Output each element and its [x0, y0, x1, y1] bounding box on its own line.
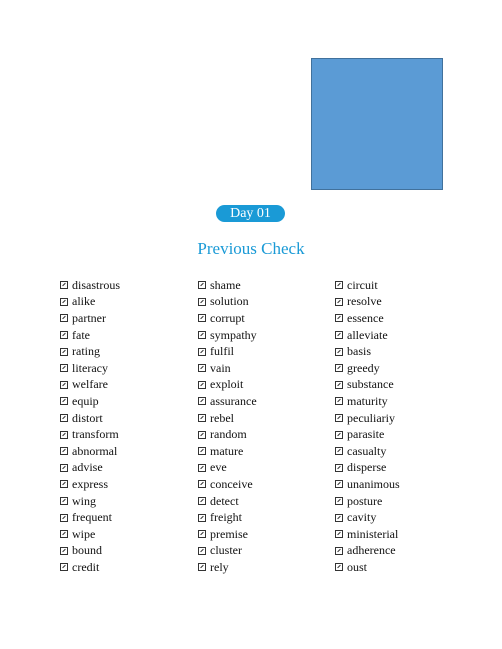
word-item	[198, 277, 257, 294]
word-label: substance	[347, 377, 394, 392]
word-item	[60, 443, 120, 460]
word-item	[335, 443, 400, 460]
image-placeholder	[311, 58, 443, 190]
section-title: Previous Check	[197, 239, 305, 258]
word-column-1	[60, 277, 120, 576]
word-item	[198, 410, 257, 427]
checkbox-icon[interactable]	[60, 464, 68, 472]
checkbox-icon[interactable]	[60, 530, 68, 538]
checkbox-icon[interactable]	[335, 348, 343, 356]
word-item	[335, 460, 400, 477]
word-item	[198, 559, 257, 576]
word-label: basis	[347, 344, 371, 359]
checkbox-icon[interactable]	[198, 298, 206, 306]
word-item	[335, 377, 400, 394]
checkbox-icon[interactable]	[198, 314, 206, 322]
word-label: solution	[210, 294, 249, 309]
word-label: essence	[347, 310, 384, 325]
word-item	[335, 559, 400, 576]
checkbox-icon[interactable]	[60, 563, 68, 571]
word-label: unanimous	[347, 476, 400, 491]
checkbox-icon[interactable]	[198, 497, 206, 505]
word-label: wing	[72, 493, 96, 508]
checkbox-icon[interactable]	[60, 364, 68, 372]
word-item	[198, 377, 257, 394]
word-item	[335, 393, 400, 410]
word-item	[198, 310, 257, 327]
checkbox-icon[interactable]	[60, 414, 68, 422]
word-item	[60, 294, 120, 311]
checkbox-icon[interactable]	[60, 381, 68, 389]
word-item	[60, 310, 120, 327]
word-label: ministerial	[347, 526, 399, 541]
word-label: corrupt	[210, 310, 245, 325]
checkbox-icon[interactable]	[60, 480, 68, 488]
word-item	[198, 327, 257, 344]
word-label: assurance	[210, 393, 257, 408]
day-badge: Day 01	[216, 205, 285, 222]
word-label: disastrous	[72, 277, 120, 292]
checkbox-icon[interactable]	[60, 447, 68, 455]
word-label: peculiariy	[347, 410, 395, 425]
word-item	[335, 526, 400, 543]
word-label: maturity	[347, 393, 388, 408]
word-item	[60, 476, 120, 493]
word-item	[198, 426, 257, 443]
word-item	[335, 509, 400, 526]
word-label: circuit	[347, 277, 378, 292]
word-item	[60, 460, 120, 477]
checkbox-icon[interactable]	[198, 331, 206, 339]
checkbox-icon[interactable]	[198, 364, 206, 372]
checkbox-icon[interactable]	[60, 348, 68, 356]
word-label: cluster	[210, 543, 242, 558]
checkbox-icon[interactable]	[198, 381, 206, 389]
checkbox-icon[interactable]	[335, 364, 343, 372]
checkbox-icon[interactable]	[335, 547, 343, 555]
checkbox-icon[interactable]	[335, 397, 343, 405]
checkbox-icon[interactable]	[60, 547, 68, 555]
word-label: vain	[210, 360, 231, 375]
word-label: casualty	[347, 443, 387, 458]
word-label: transform	[72, 427, 119, 442]
checkbox-icon[interactable]	[335, 563, 343, 571]
word-item	[198, 509, 257, 526]
checkbox-icon[interactable]	[198, 514, 206, 522]
word-item	[60, 343, 120, 360]
word-label: disperse	[347, 460, 387, 475]
word-column-3	[335, 277, 400, 576]
word-label: exploit	[210, 377, 244, 392]
word-label: express	[72, 476, 108, 491]
checkbox-icon[interactable]	[335, 381, 343, 389]
word-label: greedy	[347, 360, 380, 375]
checkbox-icon[interactable]	[60, 298, 68, 306]
word-label: premise	[210, 526, 248, 541]
checkbox-icon[interactable]	[198, 397, 206, 405]
word-item	[60, 277, 120, 294]
checkbox-icon[interactable]	[335, 447, 343, 455]
word-label: alike	[72, 294, 96, 309]
word-label: alleviate	[347, 327, 388, 342]
word-item	[335, 294, 400, 311]
word-item	[335, 310, 400, 327]
word-label: fate	[72, 327, 90, 342]
word-item	[335, 327, 400, 344]
word-label: welfare	[72, 377, 108, 392]
word-item	[335, 476, 400, 493]
word-label: wipe	[72, 526, 96, 541]
word-item	[335, 493, 400, 510]
word-item	[335, 543, 400, 560]
checkbox-icon[interactable]	[60, 331, 68, 339]
word-item	[198, 360, 257, 377]
word-item	[198, 343, 257, 360]
checkbox-icon[interactable]	[60, 281, 68, 289]
checkbox-icon[interactable]	[335, 431, 343, 439]
word-item	[60, 393, 120, 410]
word-label: distort	[72, 410, 103, 425]
word-label: resolve	[347, 294, 382, 309]
checkbox-icon[interactable]	[198, 480, 206, 488]
word-item	[198, 526, 257, 543]
word-item	[60, 493, 120, 510]
word-label: equip	[72, 393, 99, 408]
word-label: rely	[210, 559, 229, 574]
word-item	[60, 559, 120, 576]
word-item	[60, 327, 120, 344]
word-label: detect	[210, 493, 239, 508]
checkbox-icon[interactable]	[198, 464, 206, 472]
word-label: eve	[210, 460, 227, 475]
word-label: adherence	[347, 543, 396, 558]
word-label: advise	[72, 460, 103, 475]
word-label: mature	[210, 443, 244, 458]
word-item	[198, 476, 257, 493]
checkbox-icon[interactable]	[60, 314, 68, 322]
checkbox-icon[interactable]	[60, 514, 68, 522]
checkbox-icon[interactable]	[60, 431, 68, 439]
checkbox-icon[interactable]	[335, 281, 343, 289]
checkbox-icon[interactable]	[198, 431, 206, 439]
checkbox-icon[interactable]	[198, 530, 206, 538]
word-item	[335, 410, 400, 427]
checkbox-icon[interactable]	[60, 397, 68, 405]
word-item	[60, 410, 120, 427]
checkbox-icon[interactable]	[335, 464, 343, 472]
checkbox-icon[interactable]	[335, 298, 343, 306]
checkbox-icon[interactable]	[198, 447, 206, 455]
word-item	[198, 493, 257, 510]
word-label: parasite	[347, 427, 385, 442]
word-item	[60, 543, 120, 560]
word-label: freight	[210, 510, 242, 525]
checkbox-icon[interactable]	[198, 414, 206, 422]
word-label: random	[210, 427, 247, 442]
word-label: frequent	[72, 510, 112, 525]
word-item	[198, 443, 257, 460]
checkbox-icon[interactable]	[198, 547, 206, 555]
word-label: shame	[210, 277, 241, 292]
checkbox-icon[interactable]	[335, 331, 343, 339]
word-label: partner	[72, 310, 106, 325]
word-item	[335, 360, 400, 377]
checkbox-icon[interactable]	[335, 480, 343, 488]
word-label: cavity	[347, 510, 377, 525]
word-column-2	[198, 277, 257, 576]
checkbox-icon[interactable]	[198, 281, 206, 289]
word-label: rebel	[210, 410, 234, 425]
word-item	[198, 294, 257, 311]
checkbox-icon[interactable]	[335, 514, 343, 522]
word-label: literacy	[72, 360, 108, 375]
word-item	[60, 377, 120, 394]
word-item	[60, 509, 120, 526]
word-label: conceive	[210, 476, 253, 491]
word-item	[335, 426, 400, 443]
word-item	[60, 360, 120, 377]
checkbox-icon[interactable]	[198, 348, 206, 356]
word-item	[335, 277, 400, 294]
checkbox-icon[interactable]	[335, 530, 343, 538]
checkbox-icon[interactable]	[60, 497, 68, 505]
word-label: abnormal	[72, 443, 118, 458]
word-item	[198, 393, 257, 410]
word-label: bound	[72, 543, 102, 558]
checkbox-icon[interactable]	[335, 414, 343, 422]
word-label: fulfil	[210, 344, 234, 359]
word-label: rating	[72, 344, 100, 359]
checkbox-icon[interactable]	[335, 497, 343, 505]
word-item	[60, 426, 120, 443]
word-label: oust	[347, 559, 368, 574]
word-label: credit	[72, 559, 100, 574]
word-item	[198, 543, 257, 560]
word-label: posture	[347, 493, 383, 508]
word-item	[198, 460, 257, 477]
word-item	[335, 343, 400, 360]
word-label: sympathy	[210, 327, 257, 342]
word-item	[60, 526, 120, 543]
checkbox-icon[interactable]	[198, 563, 206, 571]
checkbox-icon[interactable]	[335, 314, 343, 322]
